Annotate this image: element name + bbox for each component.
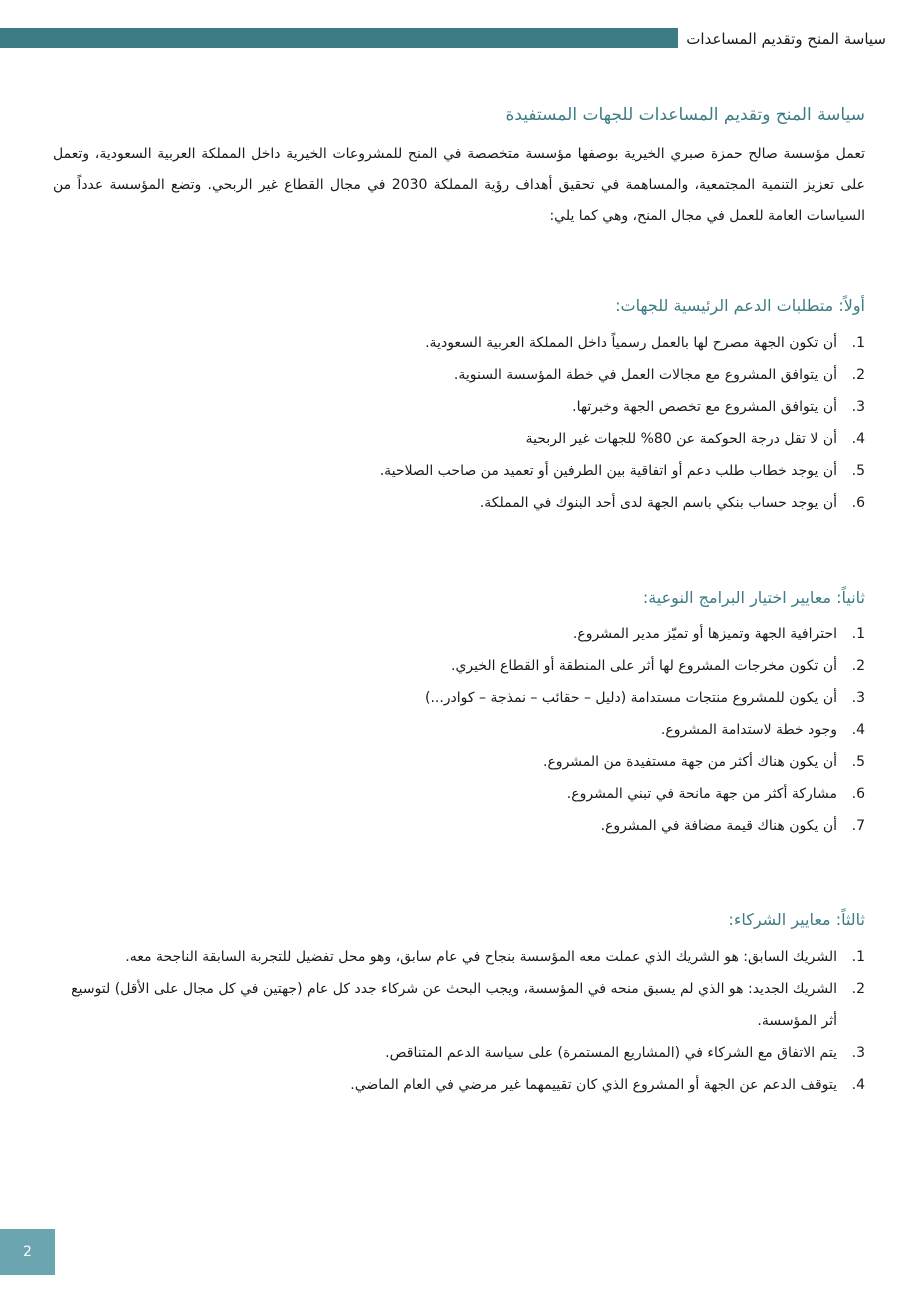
item-text: أن يتوافق المشروع مع مجالات العمل في خطة المؤسسة السنوية. [453,367,837,383]
section-heading-requirements: أولاً: متطلبات الدعم الرئيسية للجهات: [615,296,865,315]
item-number: 5. [851,463,865,479]
item-number: 4. [851,431,865,447]
list-item [53,714,865,746]
item-number: 2. [851,981,865,997]
list-item [53,650,865,682]
item-text: احترافية الجهة وتميزها أو تميّز مدير المشروع. [572,626,837,642]
item-text: أن يكون للمشروع منتجات مستدامة (دليل – حقائب – نمذجة – كوادر...) [424,690,837,706]
item-number: 1. [851,335,865,351]
list-item [53,810,865,842]
item-text: أن تكون الجهة مصرح لها بالعمل رسمياً داخل المملكة العربية السعودية. [425,335,837,351]
list-item [53,746,865,778]
header-title: سياسة المنح وتقديم المساعدات [686,30,886,48]
item-number: 5. [851,754,865,770]
item-text: الشريك السابق: هو الشريك الذي عملت معه المؤسسة بنجاح في عام سابق، وهو محل تفضيل للتجربة السابقة الناجحة معه. [125,949,837,965]
requirements-list [53,327,865,519]
item-text: أن يوجد خطاب طلب دعم أو اتفاقية بين الطرفين أو تعميد من صاحب الصلاحية. [379,463,837,479]
item-text: أن تكون مخرجات المشروع لها أثر على المنطقة أو القطاع الخيري. [451,658,837,674]
item-number: 2. [851,367,865,383]
item-text: يتم الاتفاق مع الشركاء في (المشاريع المستمرة) على سياسة الدعم المتناقص. [385,1045,837,1061]
item-number: 3. [851,690,865,706]
page-number: 2 [0,1229,55,1275]
list-item [53,1069,865,1101]
item-text: أن يتوافق المشروع مع تخصص الجهة وخبرتها. [572,399,837,415]
program-criteria-list [53,618,865,842]
item-number: 3. [851,1045,865,1061]
section-heading-partner-criteria: ثالثاً: معايير الشركاء: [728,910,865,929]
item-text: أن يكون هناك أكثر من جهة مستفيدة من المشروع. [543,754,837,770]
item-text: أن لا تقل درجة الحوكمة عن 80% للجهات غير الربحية [525,431,837,447]
list-item [53,327,865,359]
item-text: الشريك الجديد: هو الذي لم يسبق منحه في المؤسسة، ويجب البحث عن شركاء جدد كل عام (جهتين في كل مجال على الأقل) لتوسيع أثر المؤسسة. [71,981,837,1029]
item-number: 3. [851,399,865,415]
partner-criteria-list [53,941,865,1101]
item-number: 2. [851,658,865,674]
list-item [53,778,865,810]
item-text: مشاركة أكثر من جهة مانحة في تبني المشروع. [566,786,837,802]
main-heading: سياسة المنح وتقديم المساعدات للجهات المستفيدة [505,105,865,125]
list-item [53,423,865,455]
list-item [53,391,865,423]
list-item [53,359,865,391]
item-number: 4. [851,1077,865,1093]
header-bar [0,28,678,48]
list-item [53,682,865,714]
intro-paragraph: تعمل مؤسسة صالح حمزة صبري الخيرية بوصفها مؤسسة متخصصة في المنح للمشروعات الخيرية داخل المملكة العربية السعودية، وتعمل على تعزيز التنمية المجتمعية، والمساهمة في تحقيق أهداف رؤية المملكة 2030 في مجال القطاع غير الربحي. وتضع المؤسسة عدداً من السياسات العامة للعمل في مجال المنح، وهي كما يلي: [53,146,865,224]
item-number: 1. [851,949,865,965]
list-item [53,455,865,487]
item-number: 1. [851,626,865,642]
item-number: 6. [851,786,865,802]
item-number: 7. [851,818,865,834]
list-item [53,1037,865,1069]
item-text: وجود خطة لاستدامة المشروع. [660,722,837,738]
list-item [53,973,865,1037]
section-heading-program-criteria: ثانياً: معايير اختيار البرامج النوعية: [642,588,865,607]
item-text: أن يوجد حساب بنكي باسم الجهة لدى أحد البنوك في المملكة. [479,495,837,511]
item-text: يتوقف الدعم عن الجهة أو المشروع الذي كان تقييمهما غير مرضي في العام الماضي. [350,1077,837,1093]
item-number: 4. [851,722,865,738]
list-item [53,487,865,519]
item-text: أن يكون هناك قيمة مضافة في المشروع. [600,818,837,834]
list-item [53,941,865,973]
list-item [53,618,865,650]
item-number: 6. [851,495,865,511]
